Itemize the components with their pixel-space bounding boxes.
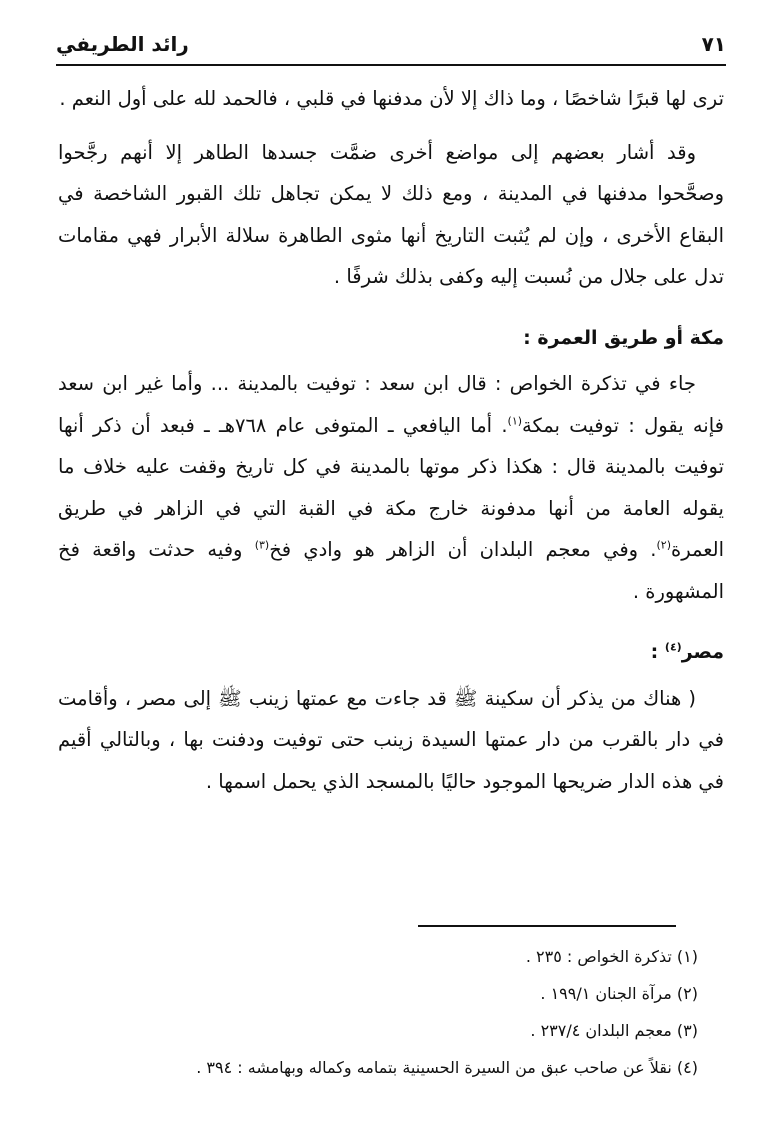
paragraph-4: ( هناك من يذكر أن سكينة ﷺ قد جاءت مع عمتها زينب ﷺ إلى مصر ، وأقامت في دار بالقرب من دار عمتها السيدة زينب حتى توفيت ودفنت بها ، وبالتالي أقيم في هذه الدار ضريحها الموجود حاليًا بالمسجد الذي يحمل اسمها . <box>58 686 724 793</box>
footnotes <box>58 938 698 1086</box>
paragraph-1: ترى لها قبرًا شاخصًا ، وما ذاك إلا لأن مدفنها في قلبي ، فالحمد لله على أول النعم . <box>59 87 724 110</box>
section-heading-egypt-text: مصر <box>681 641 724 663</box>
paragraph-3-part-c: . وفي معجم البلدان أن الزاهر هو وادي فخ <box>269 538 657 561</box>
section-heading-egypt <box>58 632 724 674</box>
footnote-3: (٣) معجم البلدان ٢٣٧/٤ . <box>530 1021 698 1040</box>
section-heading-mecca: مكة أو طريق العمرة : <box>523 326 724 349</box>
paragraph-3-part-a: جاء في تذكرة الخواص : قال ابن سعد : توفيت بالمدينة ... وأما غير ابن سعد فإنه يقول : توفيت بمكة <box>58 372 724 437</box>
paragraph-2: وقد أشار بعضهم إلى مواضع أخرى ضمَّت جسدها الطاهر إلا أنهم رجَّحوا وصحَّحوا مدفنها في المدينة ، ومع ذلك لا يمكن تجاهل تلك القبور الشاخصة في البقاع الأخرى ، وإن لم يُثبت التاريخ أنها مثوى الطاهرة سلالة الأبرار فهي مقامات تدل على جلال من نُسبت إليه وكفى بذلك شرفًا . <box>58 140 724 288</box>
main-text <box>58 78 724 802</box>
running-title: رائد الطريفي <box>56 32 189 56</box>
paragraph-3-part-b: . أما اليافعي ـ المتوفى عام ٧٦٨هـ ـ فبعد أن ذكر أنها توفيت بالمدينة قال : هكذا ذكر موتها بالمدينة في كل تاريخ وقفت عليه خلاف ما يقوله العامة من أنها مدفونة خارج مكة في القبة التي في الزاهر في طريق العمرة <box>58 413 724 561</box>
section-heading-egypt-colon: : <box>650 641 659 663</box>
running-header <box>56 30 726 66</box>
paragraph-3-part-d: وفيه حدثت واقعة فخ المشهورة . <box>58 538 724 603</box>
footnote-divider <box>418 925 676 927</box>
footnote-ref-2: (٢) <box>656 538 671 552</box>
footnote-ref-3: (٣) <box>254 538 270 552</box>
paragraph-3 <box>58 363 724 612</box>
footnote-2: (٢) مرآة الجنان ١٩٩/١ . <box>540 984 698 1003</box>
footnote-1: (١) تذكرة الخواص : ٢٣٥ . <box>525 947 698 966</box>
page-number: ٧١ <box>701 32 726 56</box>
footnote-4: (٤) نقلاً عن صاحب عبق من السيرة الحسينية بتمامه وكماله وبهامشه : ٣٩٤ . <box>196 1058 698 1077</box>
footnote-ref-1: (١) <box>507 414 523 427</box>
footnote-ref-4: (٤) <box>664 640 682 654</box>
